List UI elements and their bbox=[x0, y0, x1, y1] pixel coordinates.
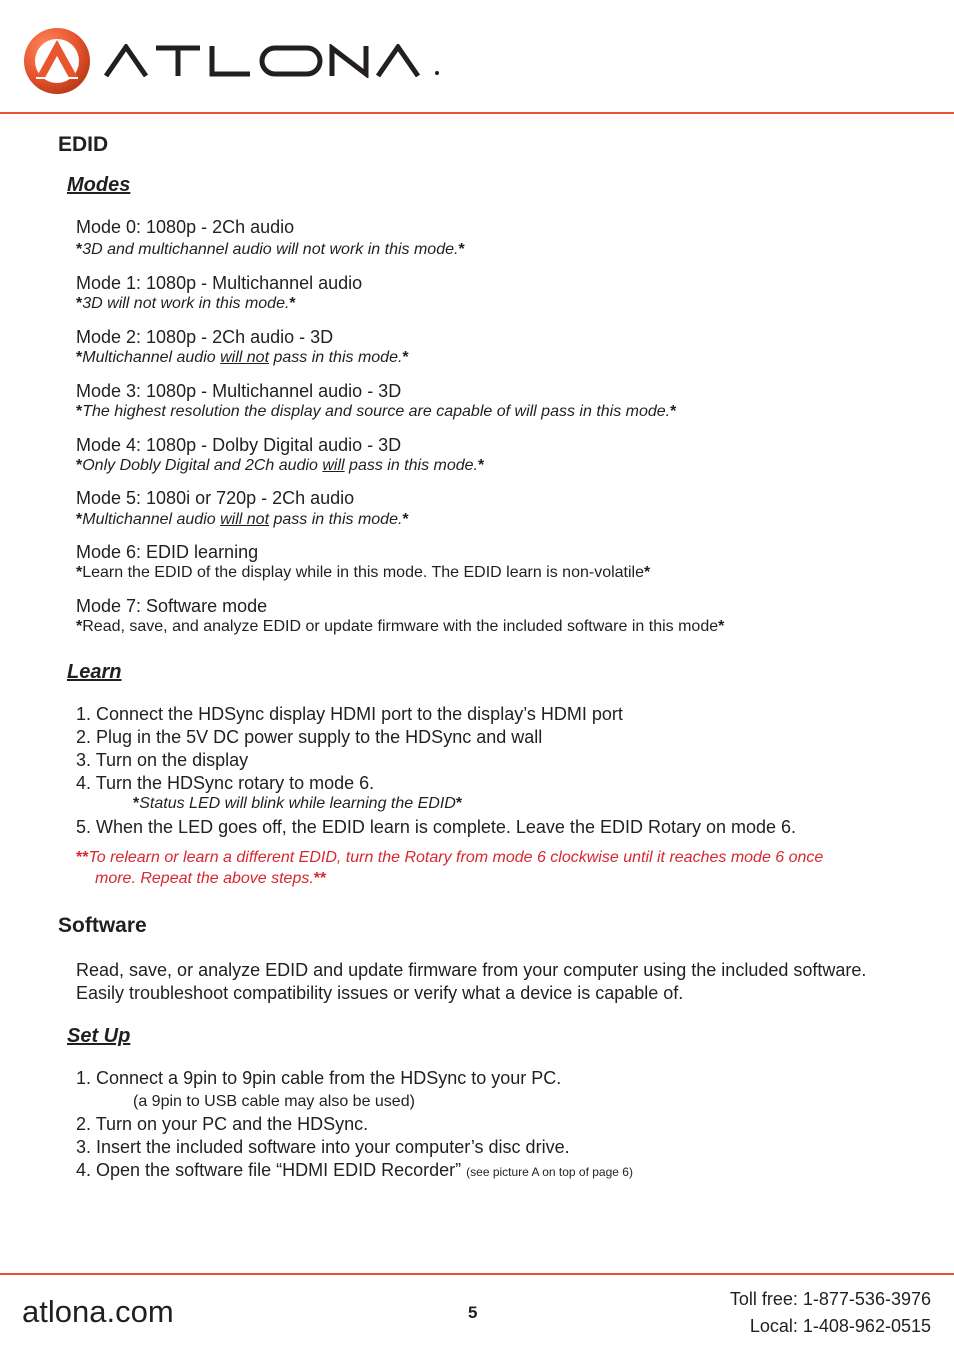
page-header bbox=[0, 0, 954, 113]
setup-step-1: 1. Connect a 9pin to 9pin cable from the HDSync to your PC. bbox=[76, 1068, 562, 1088]
setup-step-4-ref: (see picture A on top of page 6) bbox=[466, 1165, 633, 1179]
learn-step-5: 5. When the LED goes off, the EDID learn is complete. Leave the EDID Rotary on mode 6. bbox=[76, 817, 797, 837]
software-intro-2: Easily troubleshoot compatibility issues or verify what a device is capable of. bbox=[76, 983, 684, 1003]
mode-0-note: *3D and multichannel audio will not work in this mode.* bbox=[76, 241, 465, 258]
local-number: Local: 1-408-962-0515 bbox=[749, 1316, 931, 1336]
mode-7-label: Mode 7: Software mode bbox=[76, 596, 268, 616]
footer-divider bbox=[0, 1273, 954, 1275]
mode-6-label: Mode 6: EDID learning bbox=[76, 542, 259, 562]
setup-step-4: 4. Open the software file “HDMI EDID Recorder” (see picture A on top of page 6) bbox=[76, 1160, 633, 1180]
mode-3-note: *The highest resolution the display and source are capable of will pass in this mode.* bbox=[76, 403, 677, 420]
learn-step-2: 2. Plug in the 5V DC power supply to the HDSync and wall bbox=[76, 727, 543, 747]
footer-website: atlona.com bbox=[22, 1294, 174, 1329]
mode-7-note: *Read, save, and analyze EDID or update firmware with the included software in this mode* bbox=[76, 618, 725, 635]
learn-heading: Learn bbox=[67, 661, 122, 683]
edid-title: EDID bbox=[58, 133, 109, 156]
mode-1-label: Mode 1: 1080p - Multichannel audio bbox=[76, 273, 363, 293]
learn-sub-note: *Status LED will blink while learning the EDID* bbox=[133, 795, 463, 812]
mode-5-note: *Multichannel audio will not pass in this mode.* bbox=[76, 511, 409, 528]
software-title: Software bbox=[58, 914, 147, 937]
mode-3-label: Mode 3: 1080p - Multichannel audio - 3D bbox=[76, 381, 402, 401]
mode-2-note: *Multichannel audio will not pass in this mode.* bbox=[76, 349, 409, 366]
learn-step-3: 3. Turn on the display bbox=[76, 750, 249, 770]
setup-heading: Set Up bbox=[67, 1025, 131, 1047]
mode-5-label: Mode 5: 1080i or 720p - 2Ch audio bbox=[76, 488, 355, 508]
learn-step-1: 1. Connect the HDSync display HDMI port to the display’s HDMI port bbox=[76, 704, 623, 724]
atlona-logo-icon bbox=[22, 26, 92, 96]
mode-6-note: *Learn the EDID of the display while in this mode. The EDID learn is non-volatile* bbox=[76, 564, 651, 581]
mode-2-label: Mode 2: 1080p - 2Ch audio - 3D bbox=[76, 327, 334, 347]
mode-0-label: Mode 0: 1080p - 2Ch audio bbox=[76, 217, 295, 237]
relearn-note-line-2: more. Repeat the above steps.** bbox=[95, 870, 327, 887]
setup-step-3: 3. Insert the included software into your computer’s disc drive. bbox=[76, 1137, 570, 1157]
page-number: 5 bbox=[468, 1303, 478, 1322]
toll-free-number: Toll free: 1-877-536-3976 bbox=[729, 1289, 931, 1309]
setup-step-2: 2. Turn on your PC and the HDSync. bbox=[76, 1114, 369, 1134]
header-divider bbox=[0, 112, 954, 114]
mode-4-label: Mode 4: 1080p - Dolby Digital audio - 3D bbox=[76, 435, 402, 455]
atlona-wordmark bbox=[104, 44, 444, 78]
learn-step-4: 4. Turn the HDSync rotary to mode 6. bbox=[76, 773, 375, 793]
modes-heading: Modes bbox=[67, 174, 131, 196]
mode-1-note: *3D will not work in this mode.* bbox=[76, 295, 296, 312]
mode-4-note: *Only Dobly Digital and 2Ch audio will pass in this mode.* bbox=[76, 457, 485, 474]
setup-step-1-sub: (a 9pin to USB cable may also be used) bbox=[133, 1093, 415, 1110]
software-intro-1: Read, save, or analyze EDID and update firmware from your computer using the included software. bbox=[76, 960, 867, 980]
relearn-note-line-1: **To relearn or learn a different EDID, turn the Rotary from mode 6 clockwise until it reaches mode 6 once bbox=[76, 849, 824, 866]
